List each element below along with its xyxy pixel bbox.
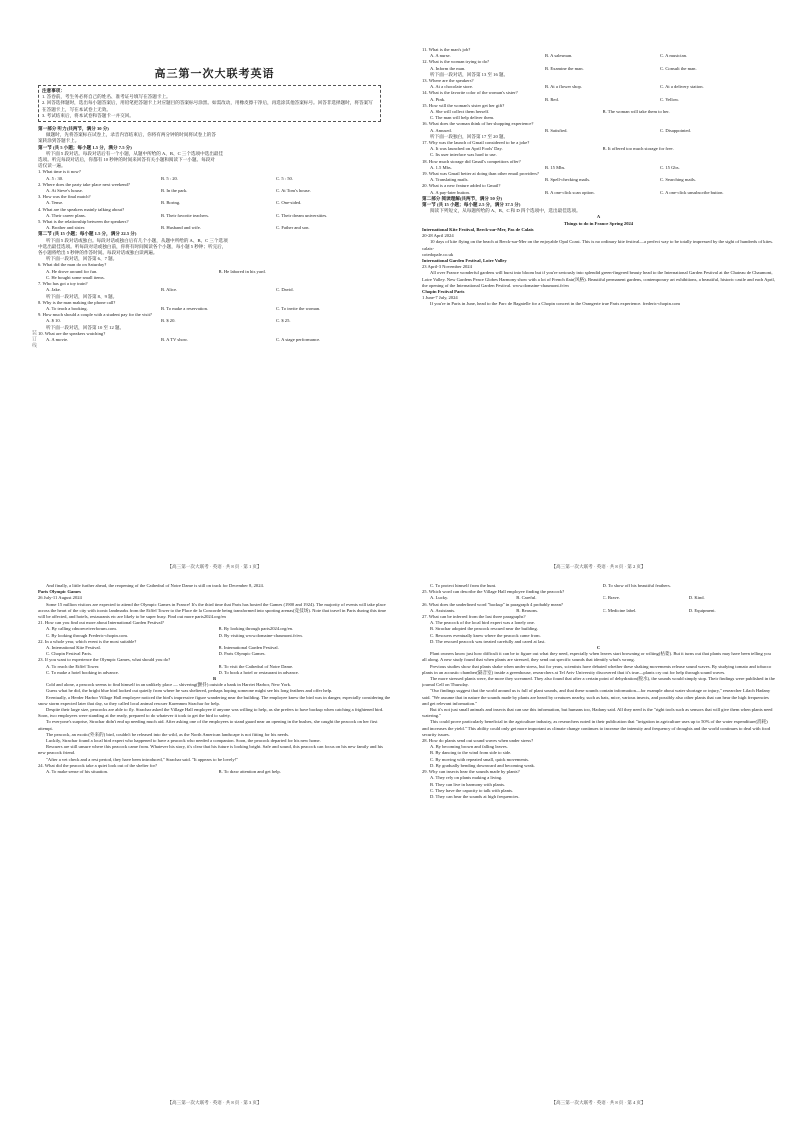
text-line: C. The man will help deliver them. bbox=[430, 115, 495, 121]
text-line: C. He bought some small items. bbox=[46, 274, 105, 280]
answer-options bbox=[422, 595, 775, 601]
text-line: cotedopale.co.uk bbox=[422, 251, 454, 257]
answer-option: A. By calling cdnoreceiverforum.com. bbox=[46, 626, 117, 632]
section-heading: 第一节 (共 15 小题；每小题 2.5 分，满分 37.5 分) bbox=[422, 202, 521, 208]
exam-page-3 bbox=[38, 583, 391, 1106]
text-line: 27. What can be inferred from the last three paragraphs? bbox=[422, 614, 526, 620]
answer-option: D. To book a hotel or restaurant in advance. bbox=[218, 669, 299, 675]
section-heading: 第二节 (共 15 小题；每小题 1.5 分，满分 22.5 分) bbox=[38, 231, 137, 237]
answer-option: C. To protect himself from the hunt. bbox=[430, 583, 497, 588]
answer-option: C. To make a hotel booking in advance. bbox=[46, 669, 119, 675]
answer-option: C. Father and son. bbox=[276, 225, 310, 231]
passage-heading: A bbox=[596, 214, 601, 220]
page-content bbox=[422, 47, 775, 308]
text-line: 21. How can you find out more about International Garden Festival? bbox=[38, 620, 164, 626]
answer-options bbox=[38, 269, 391, 275]
answer-option: A. A movie. bbox=[46, 336, 69, 342]
answer-option: A. Amused. bbox=[430, 127, 452, 133]
answer-option: C. A one-click unsubscribe button. bbox=[660, 189, 724, 195]
passage-heading: Things to do in France Spring 2024 bbox=[563, 220, 634, 226]
text-line: 听下面一段对话，回答第 6、7 题。 bbox=[46, 256, 118, 262]
page-footer: 【高三第一次大联考 · 英语 · 共 8 页 · 第 3 页】 bbox=[167, 1099, 262, 1105]
answer-option: A. 5 : 30. bbox=[46, 175, 64, 181]
text-line: 23. If you want to experience the Olympic Games, what should you do? bbox=[38, 657, 171, 663]
text-line: International Kite Festival, Berck-sur-Mer, Pas de Calais bbox=[422, 226, 534, 232]
text-line: 9. How much should a couple with a student pay for the visit? bbox=[38, 312, 152, 318]
answer-option: D. By visiting www.domaine-chaumont.fr/en. bbox=[218, 632, 303, 638]
answer-option: A. Lucky. bbox=[430, 595, 449, 601]
page-content bbox=[38, 583, 391, 775]
answer-option: B. To draw attention and get help. bbox=[218, 769, 281, 775]
answer-option: C. A stage performance. bbox=[276, 336, 321, 342]
text-line: 26. What does the underlined word "backup" in paragraph 4 probably mean? bbox=[422, 601, 563, 607]
answer-option: B. Examine the man. bbox=[545, 65, 584, 71]
paragraph: Luckily, Strachar found a local bird expert who happened to have a peacock who needed a companion. Soon, the peacock departed for his new home. bbox=[46, 738, 321, 744]
answer-option: C. At a delivery station. bbox=[660, 84, 704, 90]
text-line: 阅读下列短文，从每题所给的 A、B、C 和 D 四个选项中，选出最佳选项。 bbox=[430, 208, 581, 214]
text-line: 听下面 5 段对话。每段对话后有一个小题，从题中所给的 A、B、C 三个选项中选出最佳 bbox=[46, 150, 224, 156]
paragraph: And finally, a little further ahead, the reopening of the Cathedral of Notre Dame is still on track for December 8, 2024. bbox=[46, 583, 264, 588]
text-line: 听下面一段对话，回答第 13 至 16 题。 bbox=[430, 71, 509, 77]
exam-page-2 bbox=[422, 47, 775, 570]
answer-option: B. He labored in his yard. bbox=[218, 268, 266, 274]
text-line: 听下面一段对话，回答第 10 至 12 题。 bbox=[46, 324, 125, 330]
section-heading: 第二部分 阅读理解(共两节，满分 50 分) bbox=[422, 195, 503, 201]
paragraph: But it's not just small animals and insects that can use this information, but humans too, Hadany said. All they need is the "right tools such as sensors that will give them when plants need watering." bbox=[422, 707, 773, 719]
answer-option: B. International Garden Festival. bbox=[218, 645, 279, 651]
text-line: 17. Why was the launch of Gmail considered to be a joke? bbox=[422, 140, 530, 146]
text-line: 1 June-7 July, 2024 bbox=[422, 295, 458, 301]
paragraph: If you're in Paris in June, head to the Parc de Bagatelle for a Chopin concert in the Orangerie true Paris experience. frederic-chopin.com bbox=[430, 301, 680, 307]
answer-options bbox=[38, 188, 391, 194]
answer-option: B. It offered too much storage for free. bbox=[602, 146, 674, 152]
section-heading: 第一节 (共 5 小题；每小题 1.5 分，满分 7.5 分) bbox=[38, 144, 132, 150]
text-line: 20-28 April 2024 bbox=[422, 233, 454, 239]
text-line: D. The rescued peacock was treated carefully and cared at last. bbox=[430, 638, 546, 644]
paragraph: 10 days of kite flying on the beach at Berck-sur-Mer on the enjoyable Opal Coast. This is no ordinary kite festival—a perfect way to be totally impressed by the sight of hundreds of kites. calais- bbox=[422, 239, 774, 251]
answer-option: B. The woman will take them to her. bbox=[602, 109, 670, 115]
answer-option: A. At a chocolate store. bbox=[430, 84, 474, 90]
text-line: 听下面一段对话，回答第 8、9 题。 bbox=[46, 293, 118, 299]
answer-option: B. 5 : 20. bbox=[161, 175, 178, 181]
text-line: 6. What did the man do on Saturday? bbox=[38, 262, 107, 268]
text-line: 话仅读一遍。 bbox=[38, 163, 66, 169]
paragraph: Previous studies show that plants shake when under stress, but for years, scientists have debated whether these shaking movements release sound waves. By studying tomato and tobacco plants in an acoustic chamber(隔音室) inside a greenhouse, researchers at Tel Aviv University discovered that it's true—plants cry out for help through sound waves. bbox=[422, 663, 772, 675]
paragraph: The peacock, an exotic(外来的) bird, couldn't be released into the wild, as the North American landscape is not fitting for his needs. bbox=[46, 731, 290, 737]
answer-option: B. A salesman. bbox=[545, 53, 573, 59]
answer-option: B. Alice. bbox=[161, 287, 178, 293]
answer-option: A. Brother and sister. bbox=[46, 225, 86, 231]
paragraph: This could prove particularly beneficial in the agriculture industry, as researchers noted in their publication that "irrigation in agriculture uses up to 50% of the water expenditure(消耗) and increases the yield." This ability could only get more important as climate change continues to increase the intensity and frequency of droughts and the world continues to deal with food security issues. bbox=[422, 719, 771, 737]
text-line: B. By dancing to the wind from side to side. bbox=[430, 750, 512, 756]
answer-option: C. By looking through Frederic-chopin.com. bbox=[46, 632, 129, 638]
text-line: 25. Which word can describe the Village Hall employee finding the peacock? bbox=[422, 589, 565, 595]
answer-option: B. Reasons. bbox=[516, 607, 539, 613]
notice-box bbox=[38, 85, 381, 122]
text-line: A. By becoming brown and falling leaves. bbox=[430, 744, 508, 750]
text-line: 1. What time is it now? bbox=[38, 169, 81, 175]
answer-option: C. $ 25. bbox=[276, 318, 291, 324]
answer-options bbox=[422, 97, 775, 103]
answer-option: B. In the park. bbox=[161, 188, 188, 194]
answer-option: A. Their career plans. bbox=[46, 212, 86, 218]
answer-options bbox=[38, 769, 391, 775]
text-line: 24. What did the peacock take a quiet look out of the shelter for? bbox=[38, 762, 158, 768]
answer-option: A. Inform the man. bbox=[430, 65, 466, 71]
answer-options bbox=[422, 190, 775, 196]
answer-option: A. To make sense of his situation. bbox=[46, 769, 109, 775]
text-line: 2. Where does the party take place next weekend? bbox=[38, 181, 130, 187]
answer-options bbox=[38, 176, 391, 182]
answer-option: C. At Tom's house. bbox=[276, 188, 311, 194]
text-line: 14. What is the favorite color of the woman's sister? bbox=[422, 90, 518, 96]
answer-options bbox=[422, 128, 775, 134]
answer-option: A. To teach a booking. bbox=[46, 305, 88, 311]
answer-option: B. Careful. bbox=[516, 595, 537, 601]
text-line: A. They rely on plants making a living. bbox=[430, 775, 503, 781]
answer-option: D. Kind. bbox=[688, 595, 705, 601]
answer-options bbox=[38, 318, 391, 324]
answer-option: B. Their favorite teachers. bbox=[161, 212, 210, 218]
text-line: 12. What is the woman trying to do? bbox=[422, 59, 490, 65]
text-line: B. Strachar adopted the peacock rescued near the building. bbox=[430, 626, 538, 632]
answer-option: A. $ 10. bbox=[46, 318, 61, 324]
answer-option: B. Husband and wife. bbox=[161, 225, 201, 231]
text-line: 4. What are the speakers mainly talking about? bbox=[38, 206, 125, 212]
answer-option: A. Assistants. bbox=[430, 607, 456, 613]
answer-option: C. A musician. bbox=[660, 53, 688, 59]
text-line: 8. Why is the man making the phone call? bbox=[38, 299, 116, 305]
text-line: C. Rescuers eventually knew where the peacock came from. bbox=[430, 632, 541, 638]
answer-option: A. It was launched on April Fools' Day. bbox=[430, 146, 503, 152]
answer-option: A. International Kite Festival. bbox=[46, 645, 101, 651]
text-line: 18. How much storage did Gmail's competitors offer? bbox=[422, 158, 521, 164]
answer-option: C. To invite the woman. bbox=[276, 305, 321, 311]
passage-heading: B bbox=[212, 676, 217, 682]
paragraph: Rescuers are still unsure where this peacock came from. Whatever his story, it's clear that his future is looking bright. Safe and sound, this peacock can focus on his new family and his new peacock friend. bbox=[38, 744, 383, 756]
text-line: C. They have the capacity to talk with plants. bbox=[430, 787, 514, 793]
paragraph: Eventually, a Herder Harbor Village Hall employee noticed the bird's impressive figure wandering near the building. The employee knew the bird was in danger, especially considering the snow storm expected later that day, so they called local animal rescuer Karenmm Strachar for help. bbox=[38, 694, 391, 706]
binding-line-label: 装 订 线 bbox=[31, 330, 36, 348]
text-line: D. They can hear the sounds at high frequencies. bbox=[430, 793, 520, 799]
answer-options bbox=[38, 287, 391, 293]
text-line: 选项。听完每段对话后，你都有 10 秒钟的时间来回答有关小题和阅读下一小题。每段对 bbox=[38, 157, 215, 163]
answer-options bbox=[422, 66, 775, 72]
passage-heading: C bbox=[596, 645, 601, 651]
answer-option: C. Brave. bbox=[602, 595, 620, 601]
answer-option: A. Tense. bbox=[46, 200, 64, 206]
answer-option: A. 1.5 Mbs. bbox=[430, 164, 452, 170]
answer-option: B. A one-click scan option. bbox=[545, 189, 595, 195]
text-line: 7. Who has got a toy train? bbox=[38, 281, 88, 287]
notice-line: 1. 答卷前，考生务必将自己的姓名、准考证号填写在答题卡上。 bbox=[42, 94, 171, 100]
exam-page-4 bbox=[422, 583, 775, 1106]
page-footer: 【高三第一次大联考 · 英语 · 共 8 页 · 第 4 页】 bbox=[551, 1099, 646, 1105]
text-line: 16. What does the woman think of her shopping experience? bbox=[422, 121, 534, 127]
answer-option: B. At a flower shop. bbox=[545, 84, 583, 90]
answer-option: A. A pay-later button. bbox=[430, 189, 470, 195]
text-line: 23 April-3 November 2024 bbox=[422, 264, 472, 270]
answer-options bbox=[38, 633, 391, 639]
page-footer: 【高三第一次大联考 · 英语 · 共 8 页 · 第 2 页】 bbox=[551, 563, 646, 569]
answer-option: B. $ 20. bbox=[161, 318, 176, 324]
notice-line: 注意事项： bbox=[42, 88, 65, 93]
answer-option: C. Disappointed. bbox=[660, 127, 692, 133]
exam-page-1 bbox=[38, 47, 391, 570]
answer-option: C. 5 : 50. bbox=[276, 175, 293, 181]
text-line: 各小题将给出 5 秒钟的作答时间。每段对话或独白读两遍。 bbox=[38, 250, 158, 256]
notice-line: 3. 考试结束后，将本试卷和答题卡一并交回。 bbox=[42, 112, 134, 118]
answer-option: D. To show off his beautiful feathers. bbox=[602, 583, 671, 588]
text-line: 19. What was Gmail better at doing than other email providers? bbox=[422, 171, 539, 177]
answer-option: D. Equipment. bbox=[688, 607, 716, 613]
paragraph: "Our findings suggest that the world around us is full of plant sounds, and that these sounds contain information—for example about water shortage or injury," researcher Lilach Hadany said. "We assume that in nature the sounds made by plants are heard by creatures nearby, such as bats, mice, various insects, and possibly also other plants that can hear the high frequencies and get relevant information." bbox=[422, 688, 771, 706]
page-footer: 【高三第一次大联考 · 英语 · 共 8 页 · 第 1 页】 bbox=[167, 563, 262, 569]
page-content bbox=[38, 126, 391, 343]
text-line: 28. How do plants send out sound waves when under stress? bbox=[422, 738, 534, 744]
text-line: 15. How will the woman's sister get her gift? bbox=[422, 102, 505, 108]
answer-option: C. 15 Gbs. bbox=[660, 164, 680, 170]
answer-option: A. She will collect them herself. bbox=[430, 109, 490, 115]
answer-option: C. Consult the man. bbox=[660, 65, 697, 71]
text-line: 11. What is the man's job? bbox=[422, 47, 471, 52]
answer-option: A. Jake. bbox=[46, 287, 61, 293]
text-line: 做题时，先将答案标在试卷上，录音内容结束后，你将有两分钟的时间将试卷上的答 bbox=[46, 132, 216, 138]
text-line: C. Its user interface was hard to use. bbox=[430, 152, 497, 158]
text-line: 22. In a whole year, which event is the most suitable? bbox=[38, 638, 137, 644]
answer-option: B. A TV show. bbox=[161, 336, 188, 342]
answer-option: B. Spell-checking mails. bbox=[545, 177, 591, 183]
paragraph: All over France wonderful gardens will burst into bloom but if you're seriously into splendid green-fingered beauty head to the International Garden Festival at the Chateau de Chaumont, Loire Valley. New Gardens Peace Globes Harmony show with a lot of French flair(风格). Beautiful permanent gardens, contemporary art exhibitions, a beautiful, historic castle and each April, the opening of the International Garden Festival. www.domaine-chaumont.fr/en bbox=[422, 270, 775, 288]
paragraph: Plant owners know just how difficult it can be to figure out what they need, especially when leaves start browning or wilting(枯萎). But it turns out that plants may have been telling you all along. A new study found that when plants are stressed, they send out specific sounds that identify what's wrong. bbox=[422, 651, 771, 663]
text-line: D. By gradually bending downward and becoming weak. bbox=[430, 762, 535, 768]
paragraph: Some 15 million visitors are expected to attend the Olympic Games in France! It's the third time that Paris has hosted the Games (1900 and 1924). The majority of events will take place across the heart of the city with iconic landmarks from the Eiffel Tower to the Place de la Concorde being transformed into sporting arenas(竞技场). Note that travel in Paris during this time will be affected, and hotels, restaurants etc are likely to be super busy. Find out more paris2024.org/en bbox=[38, 601, 387, 620]
answer-option: B. Satisfied. bbox=[545, 127, 568, 133]
text-line: 13. Where are the speakers? bbox=[422, 78, 474, 84]
answer-option: C. Their dream universities. bbox=[276, 212, 328, 218]
answer-option: B. Boring. bbox=[161, 200, 181, 206]
text-line: 中选出最佳选项。听每段对话或独白前，你将有时间阅读各个小题，每小题 5 秒钟；听完后， bbox=[38, 243, 227, 249]
page-content bbox=[422, 583, 775, 800]
answer-options bbox=[38, 200, 391, 206]
text-line: 20. What is a new feature added to Gmail? bbox=[422, 183, 501, 189]
answer-option: C. Chopin Festival Paris. bbox=[46, 651, 93, 657]
answer-option: D. Paris Olympic Games. bbox=[218, 651, 266, 657]
notice-line: 2. 回答选择题时，选出每小题答案后，用铅笔把答题卡上对应题目的答案标号涂黑。如需改动，用橡皮擦干净后，再选涂其他答案标号。回答非选择题时，将答案写在答题卡上，写在本试卷上无效。 bbox=[42, 100, 373, 112]
answer-options bbox=[38, 337, 391, 343]
text-line: Chopin Festival Paris bbox=[422, 288, 465, 294]
paragraph: "After a vet check and a rest period, they have been introduced," Strachar said. "It appears to be lovely!" bbox=[46, 756, 239, 762]
answer-option: A. Translating mails. bbox=[430, 177, 469, 183]
text-line: 听下面一段独白，回答第 17 至 20 题。 bbox=[430, 133, 509, 139]
paragraph: Guess what he did, the bright blue bird looked out quietly from where he was sheltered, perhaps hoping someone might see his long feathers and offer help. bbox=[46, 688, 333, 694]
text-line: 26 July-11 August 2024 bbox=[38, 595, 82, 601]
answer-option: A. Pink. bbox=[430, 96, 446, 102]
text-line: 听下面 5 段对话或独白。每段对话或独白后有几个小题，从题中所给的 A、B、C 三个选项 bbox=[46, 237, 228, 243]
answer-option: B. 15 Mbs. bbox=[545, 164, 566, 170]
answer-option: A. A nurse. bbox=[430, 53, 451, 59]
answer-option: C. Searching mails. bbox=[660, 177, 696, 183]
text-line: 案转涂到答题卡上。 bbox=[38, 138, 80, 144]
paragraph: To everyone's surprise, Strachar didn't end up needing much aid. After asking one of the employees to stand guard near an opening in the bushes, she caught the peacock on her first attempt. bbox=[38, 719, 378, 731]
text-line: 10. What are the speakers watching? bbox=[38, 330, 106, 336]
answer-option: C. Yellow. bbox=[660, 96, 680, 102]
text-line: 29. Why can insects hear the sounds made by plants? bbox=[422, 769, 520, 775]
paragraph: Cold and alone, a peacock seems to find himself in an unlikely place — shivering(颤抖) outside a bank in Harriet Harbor, New York. bbox=[46, 682, 292, 688]
answer-option: A. To reach the Eiffel Tower. bbox=[46, 663, 100, 669]
text-line: C. By moving with repeated small, quick movements. bbox=[430, 756, 530, 762]
page-title: 高三第一次大联考英语 bbox=[154, 68, 275, 80]
answer-option: A. At Steve's house. bbox=[46, 188, 83, 194]
answer-option: B. To make a reservation. bbox=[161, 305, 209, 311]
text-line: Paris Olympic Games bbox=[38, 589, 81, 595]
text-line: 3. How was the final match? bbox=[38, 194, 91, 200]
text-line: International Garden Festival, Loire Valley bbox=[422, 257, 507, 263]
answer-option: C. One-sided. bbox=[276, 200, 302, 206]
text-line: B. They can live in harmony with plants. bbox=[430, 781, 506, 787]
answer-option: B. To visit the Cathedral of Notre Dame. bbox=[218, 663, 294, 669]
paragraph: The more stressed plants were, the more they screamed. They also found that after a certain point of dehydration(脱水), the sounds would simply stop. Their findings were published in the journal Cell on Thursday. bbox=[422, 676, 775, 688]
answer-option: C. David. bbox=[276, 287, 294, 293]
answer-option: A. He drove around for fun. bbox=[46, 268, 98, 274]
answer-option: B. Red. bbox=[545, 96, 559, 102]
text-line: 5. What is the relationship between the speakers? bbox=[38, 219, 129, 225]
section-heading: 第一部分 听力(共两节，满分 30 分) bbox=[38, 126, 109, 132]
answer-option: C. Medicine label. bbox=[602, 607, 637, 613]
paragraph: Despite their large size, peacocks are able to fly. Strachar asked the Village Hall employee if anyone was willing to help, as she prefers to have backup when catching a frightened bird. Soon, two employees were standing at the ready, prepared to do whatever it took to get the bird to safety. bbox=[38, 707, 384, 719]
text-line: A. The peacock of the local bird expert was a lonely one. bbox=[430, 620, 535, 626]
answer-option: B. By looking through paris2024.org/en. bbox=[218, 626, 294, 632]
